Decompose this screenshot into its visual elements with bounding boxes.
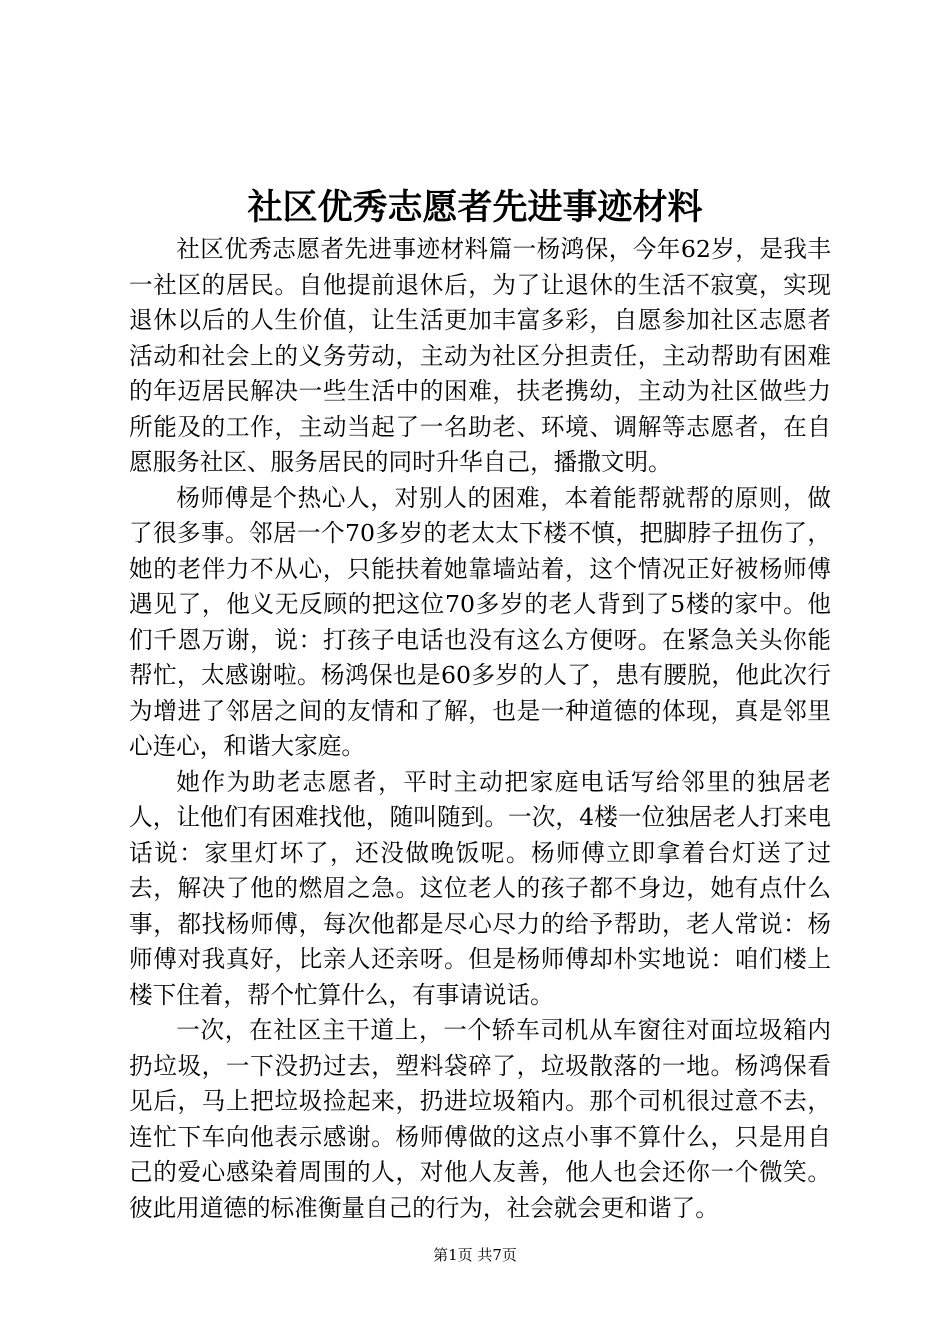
paragraph-1: 社区优秀志愿者先进事迹材料篇一杨鸿保，今年62岁，是我丰一社区的居民。自他提前退休后，为了让退休的生活不寂寞，实现退休以后的人生价值，让生活更加丰富多彩，自愿参加社区志愿者活动和社会上的义务劳动，主动为社区分担责任，主动帮助有困难的年迈居民解决一些生活中的困难，扶老携幼，主动为社区做些力所能及的工作，主动当起了一名助老、环境、调解等志愿者，在自愿服务社区、服务居民的同时升华自己，播撒文明。 <box>129 235 831 476</box>
page-number-footer: 第1页 共7页 <box>433 1246 517 1264</box>
document-title: 社区优秀志愿者先进事迹材料 <box>247 187 703 228</box>
paragraph-2: 杨师傅是个热心人，对别人的困难，本着能帮就帮的原则，做了很多事。邻居一个70多岁的老太太下楼不慎，把脚脖子扭伤了，她的老伴力不从心，只能扶着她靠墙站着，这个情况正好被杨师傅遇见了，他义无反顾的把这位70多岁的老人背到了5楼的家中。他们千恩万谢，说：打孩子电话也没有这么方便呀。在紧急关头你能帮忙，太感谢啦。杨鸿保也是60多岁的人了，患有腰脱，他此次行为增进了邻居之间的友情和了解，也是一种道德的体现，真是邻里心连心，和谐大家庭。 <box>129 483 831 760</box>
paragraph-4: 一次，在社区主干道上，一个轿车司机从车窗往对面垃圾箱内扔垃圾，一下没扔过去，塑料袋碎了，垃圾散落的一地。杨鸿保看见后，马上把垃圾捡起来，扔进垃圾箱内。那个司机很过意不去，连忙下车向他表示感谢。杨师傅做的这点小事不算什么，只是用自己的爱心感染着周围的人，对他人友善，他人也会还你一个微笑。彼此用道德的标准衡量自己的行为，社会就会更和谐了。 <box>129 1016 831 1222</box>
document-body <box>129 232 831 1226</box>
paragraph-3: 她作为助老志愿者，平时主动把家庭电话写给邻里的独居老人，让他们有困难找他，随叫随到。一次，4楼一位独居老人打来电话说：家里灯坏了，还没做晚饭呢。杨师傅立即拿着台灯送了过去，解决了他的燃眉之急。这位老人的孩子都不身边，她有点什么事，都找杨师傅，每次他都是尽心尽力的给予帮助，老人常说：杨师傅对我真好，比亲人还亲呀。但是杨师傅却朴实地说：咱们楼上楼下住着，帮个忙算什么，有事请说话。 <box>129 767 831 1009</box>
